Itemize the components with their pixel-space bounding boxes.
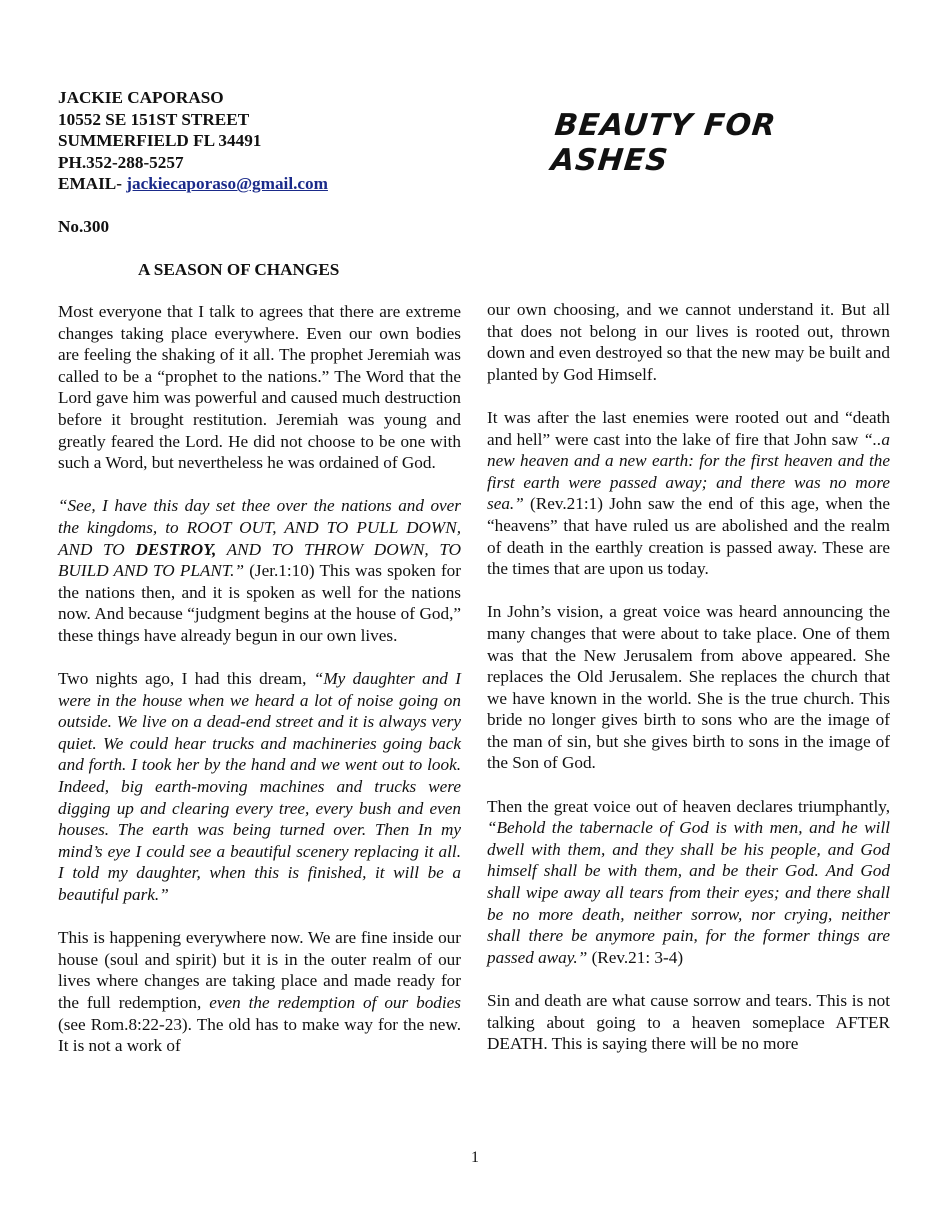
paragraph-text: (see Rom.8:22-23). The old has to make way for the new. It is not a work of — [58, 1014, 461, 1056]
author-name: JACKIE CAPORASO — [58, 88, 224, 107]
paragraph-text: Sin and death are what cause sorrow and tears. This is not talking about going to a heaven someplace AFTER DEATH. This is saying there will be no more — [487, 991, 890, 1054]
paragraph — [58, 495, 461, 646]
scripture-quote: “..a new heaven and a new earth: for the first heaven and the first earth were passed away; and there was no more sea.” — [487, 429, 890, 514]
paragraph — [487, 990, 890, 1055]
contact-block — [58, 87, 328, 195]
paragraph-text: Two nights ago, I had this dream, — [58, 669, 314, 689]
page-number: 1 — [471, 1149, 479, 1166]
newsletter-brand-title: BEAUTY FOR ASHES — [549, 108, 779, 178]
paragraph — [58, 301, 461, 474]
scripture-emphasis: DESTROY, — [135, 539, 217, 559]
paragraph — [58, 927, 461, 1057]
paragraph — [487, 601, 890, 774]
email-line — [58, 173, 328, 195]
paragraph-text: (Rev.21:1) John saw the end of this age, when the “heavens” that have ruled us are abolished and the realm of death in the earthly creation is passed away. These are the times that are upon us today. — [487, 494, 890, 579]
paragraph — [487, 299, 890, 385]
paragraph-text: In John’s vision, a great voice was heard announcing the many changes that were about to take place. One of them was that the New Jerusalem from above appeared. She replaces the Old Jerusalem. She replaces the church that we have known in the world. She is the true church. This bride no longer gives birth to sons who are the image of the man of sin, but she gives birth to sons in the image of the Son of God. — [487, 602, 890, 773]
paragraph-text: our own choosing, and we cannot understand it. But all that does not belong in our lives is rooted out, thrown down and even destroyed so that the new may be built and planted by God Himself. — [487, 300, 890, 384]
right-column — [487, 299, 890, 1076]
paragraph — [487, 407, 890, 580]
scripture-quote: even the redemption of our bodies — [209, 993, 461, 1012]
phone-number: PH.352-288-5257 — [58, 152, 184, 172]
scripture-quote: “Behold the tabernacle of God is with men, and he will dwell with them, and they shall be his people, and God himself shall be with them, and be their God. And God shall wipe away all tears from their eyes; and there shall be no more death, neither sorrow, nor crying, neither shall there be anymore pain, for the former things are passed away.” — [487, 818, 890, 967]
article-title: A SEASON OF CHANGES — [138, 260, 340, 279]
email-link[interactable]: jackiecaporaso@gmail.com — [126, 174, 328, 194]
street-address: 10552 SE 151ST STREET — [58, 109, 250, 129]
scripture-quote: “See, I have this day set thee over the nations and over the kingdoms, to ROOT OUT, AND TO PULL DOWN, AND TO — [58, 496, 461, 559]
paragraph-text: Then the great voice out of heaven declares triumphantly, — [487, 796, 890, 816]
left-column — [58, 301, 461, 1078]
dream-quote: “My daughter and I were in the house when we heard a lot of noise going on outside. We live on a dead-end street and it is always very quiet. We could hear trucks and machineries going back and forth. I took her by the hand and we went out to look. Indeed, big earth-moving machines and trucks were digging up and clearing every tree, every bush and even houses. The earth was being turned over. Then In my mind’s eye I could see a beautiful scenery replacing it all. I told my daughter, when this is finished, it will be a beautiful park.” — [58, 669, 461, 905]
paragraph-text: (Jer.1:10) This was spoken for the nations then, and it is spoken as well for the nations now. And because “judgment begins at the house of God,” these things have already begun in our own lives. — [58, 561, 461, 645]
city-address: SUMMERFIELD FL 34491 — [58, 131, 262, 151]
scripture-quote: AND TO THROW DOWN, TO BUILD AND TO PLANT.” — [58, 539, 461, 581]
email-label: EMAIL- — [58, 174, 127, 194]
paragraph — [487, 796, 890, 969]
paragraph-text: This is happening everywhere now. We are fine inside our house (soul and spirit) but it is in the outer realm of our lives where changes are taking place and made ready for the full redemption, — [58, 928, 461, 1012]
paragraph-text: (Rev.21: 3-4) — [587, 947, 684, 967]
issue-number: No.300 — [58, 217, 110, 236]
paragraph-text: Most everyone that I talk to agrees that there are extreme changes taking place everywhere. Even our own bodies are feeling the shaking of it all. The prophet Jeremiah was called to be a “prophet to the nations.” The Word that the Lord gave him was powerful and caused much destruction before it brought restitution. Jeremiah was young and greatly feared the Lord. He did not choose to be one with such a Word, but nevertheless he was ordained of God. — [58, 302, 461, 473]
paragraph — [58, 668, 461, 906]
paragraph-text: It was after the last enemies were rooted out and “death and hell” were cast into the lake of fire that John saw — [487, 407, 890, 449]
